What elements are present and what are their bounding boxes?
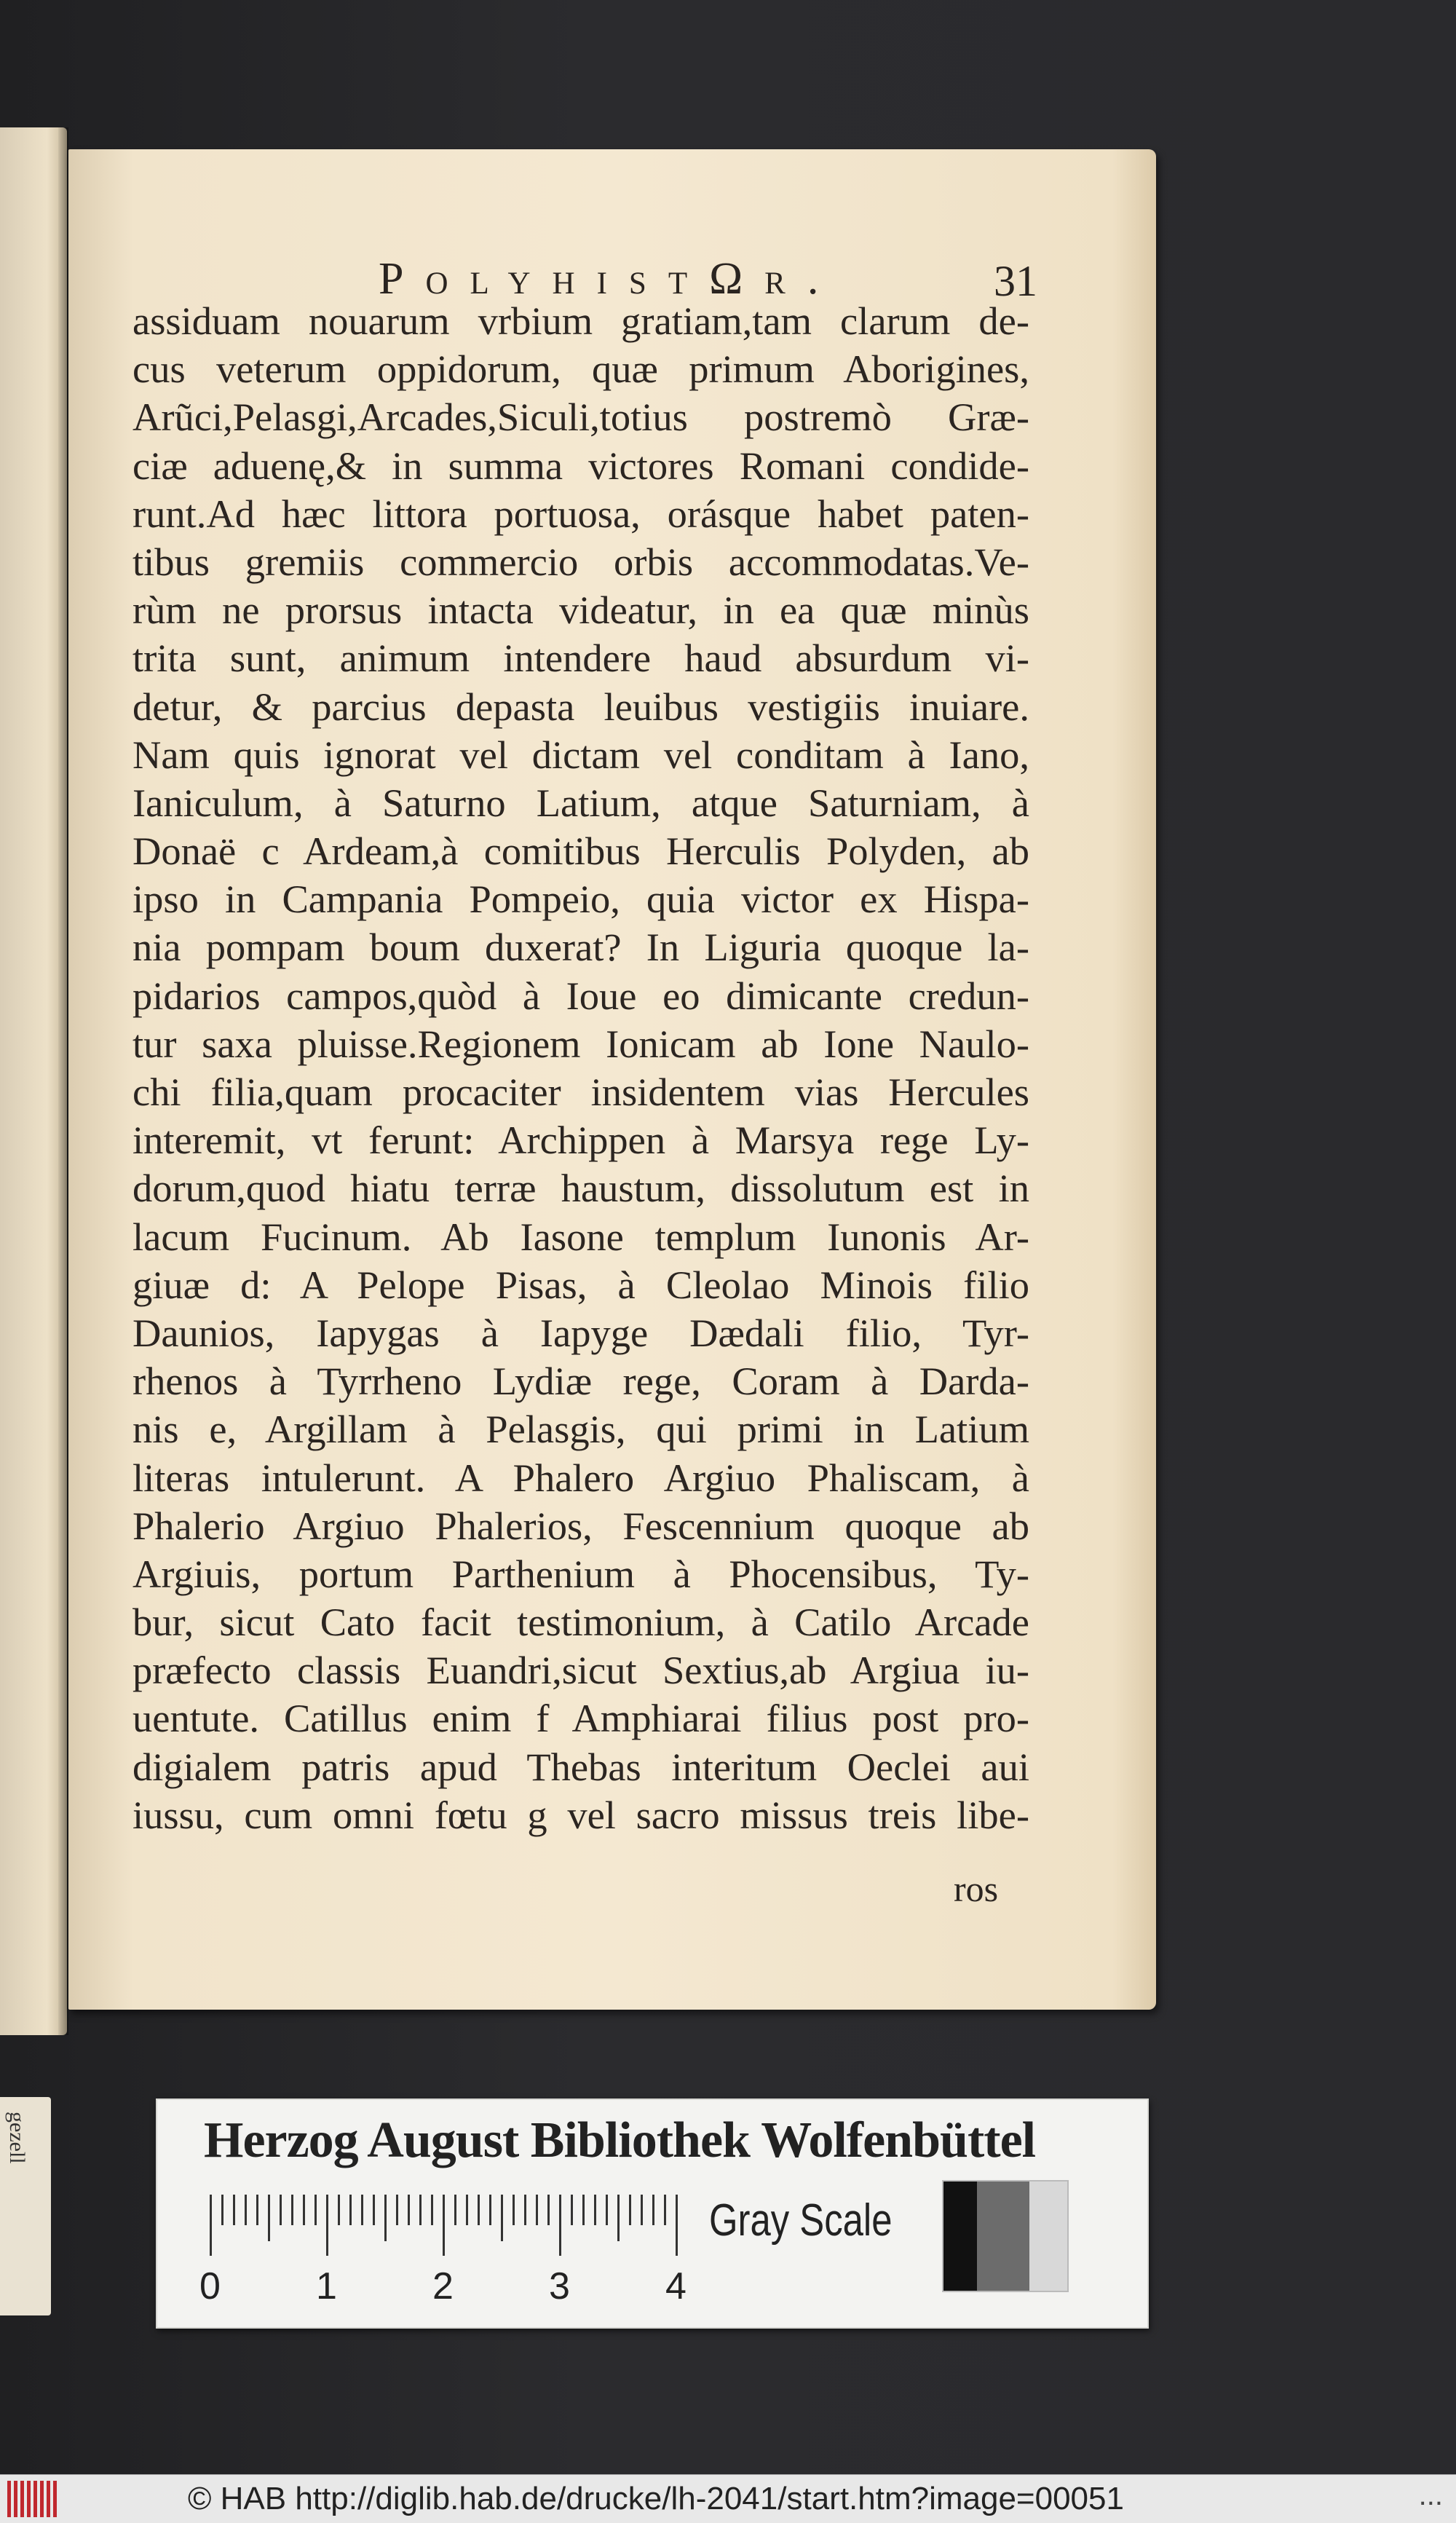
ruler-tick — [419, 2195, 422, 2225]
ruler-tick — [629, 2195, 631, 2225]
hab-logo-icon — [7, 2481, 60, 2517]
text-line: nis e, Argillam à Pelasgis, qui primi in Latium — [132, 1407, 1029, 1452]
more-options-icon[interactable]: ... — [1418, 2479, 1443, 2511]
ruler-tick — [280, 2195, 282, 2225]
text-line: ipso in Campania Pompeio, quia victor ex Hispa- — [132, 877, 1029, 922]
text-line: Phalerio Argiuo Phalerios, Fescennium quoque ab — [132, 1503, 1029, 1548]
adjacent-page-edge — [0, 127, 67, 2035]
text-line: detur, & parcius depasta leuibus vestigiis inuiare. — [132, 684, 1029, 729]
ruler-tick-label: 0 — [199, 2265, 221, 2307]
ruler-tick — [384, 2195, 387, 2241]
ruler-tick — [617, 2195, 620, 2241]
gray-swatch — [943, 2182, 977, 2291]
ruler-tick — [431, 2195, 433, 2225]
ruler-tick — [314, 2195, 317, 2225]
ruler-tick-label: 4 — [665, 2265, 687, 2307]
ruler-tick — [676, 2195, 678, 2256]
ruler-tick — [478, 2195, 480, 2225]
text-line: rhenos à Tyrrheno Lydiæ rege, Coram à Darda- — [132, 1359, 1029, 1404]
text-line: iussu, cum omni fœtu g vel sacro missus treis libe- — [132, 1792, 1029, 1837]
ruler-tick — [466, 2195, 468, 2225]
text-line: lacum Fucinum. Ab Iasone templum Iunonis Ar- — [132, 1214, 1029, 1259]
ruler-tick-label: 1 — [316, 2265, 337, 2307]
text-line: Nam quis ignorat vel dictam vel conditam à Iano, — [132, 732, 1029, 777]
ruler-tick — [256, 2195, 258, 2225]
text-line: ciæ aduenę,& in summa victores Romani condide- — [132, 443, 1029, 488]
ruler-tick — [233, 2195, 235, 2225]
page-gutter-shadow — [58, 127, 68, 2035]
ruler-tick — [326, 2195, 328, 2256]
footer-bar — [0, 2474, 1456, 2523]
ruler-tick — [338, 2195, 340, 2225]
text-line: Daunios, Iapygas à Iapyge Dædali filio, Tyr- — [132, 1310, 1029, 1355]
catchword: ros — [954, 1868, 999, 1909]
text-line: literas intulerunt. A Phalero Argiuo Phaliscam, à — [132, 1455, 1029, 1500]
ruler-tick — [594, 2195, 596, 2225]
text-line: assiduam nouarum vrbium gratiam,tam clarum de- — [132, 299, 1029, 343]
text-line: Argiuis, portum Parthenium à Phocensibus, Ty- — [132, 1551, 1029, 1596]
text-line: giuæ d: A Pelope Pisas, à Cleolao Minois filio — [132, 1262, 1029, 1307]
text-line: runt.Ad hæc littora portuosa, orásque habet paten- — [132, 491, 1029, 536]
text-line: trita sunt, animum intendere haud absurdum vi- — [132, 636, 1029, 681]
ruler-tick — [443, 2195, 445, 2256]
library-name: Herzog August Bibliothek Wolfenbüttel — [204, 2112, 1036, 2168]
ruler-tick — [571, 2195, 573, 2225]
gray-swatch — [977, 2182, 1029, 2291]
running-head: PolyhistΩr. — [379, 254, 841, 304]
text-line: Donaë c Ardeam,à comitibus Herculis Polyden, ab — [132, 829, 1029, 874]
ruler-tick — [536, 2195, 538, 2225]
ruler-tick — [547, 2195, 550, 2225]
text-line: digialem patris apud Thebas interitum Oeclei aui — [132, 1744, 1029, 1789]
ruler-tick — [408, 2195, 410, 2225]
color-scale-ruler — [156, 2098, 1149, 2329]
text-line: cus veterum oppidorum, quæ primum Aborigines, — [132, 347, 1029, 392]
ruler-tick-label: 2 — [432, 2265, 454, 2307]
gray-swatches — [942, 2180, 1069, 2292]
shelf-tag-text: gezell — [5, 2112, 29, 2164]
text-line: chi filia,quam procaciter insidentem vias Hercules — [132, 1070, 1029, 1114]
ruler-tick — [489, 2195, 491, 2225]
ruler-tick — [559, 2195, 561, 2256]
ruler-tick — [641, 2195, 643, 2225]
ruler-tick — [524, 2195, 526, 2225]
ruler-tick — [221, 2195, 223, 2225]
ruler-tick — [664, 2195, 666, 2225]
gray-swatch — [1029, 2182, 1067, 2291]
text-line: tur saxa pluisse.Regionem Ionicam ab Ione Naulo- — [132, 1021, 1029, 1066]
ruler-tick — [501, 2195, 503, 2241]
text-line: rùm ne prorsus intacta videatur, in ea quæ minùs — [132, 588, 1029, 633]
text-line: Ianiculum, à Saturno Latium, atque Saturniam, à — [132, 780, 1029, 825]
ruler-tick — [349, 2195, 352, 2225]
ruler-tick — [268, 2195, 270, 2241]
ruler-tick — [361, 2195, 363, 2225]
ruler-tick — [454, 2195, 456, 2225]
ruler-tick — [582, 2195, 585, 2225]
ruler-tick — [606, 2195, 608, 2225]
ruler-tick — [513, 2195, 515, 2225]
ruler-tick — [396, 2195, 398, 2225]
page-number: 31 — [994, 257, 1037, 305]
ruler-tick — [210, 2195, 212, 2256]
text-line: præfecto classis Euandri,sicut Sextius,ab Argiua iu- — [132, 1648, 1029, 1693]
text-line: tibus gremiis commercio orbis accommodatas.Ve- — [132, 539, 1029, 584]
text-line: bur, sicut Cato facit testimonium, à Catilo Arcade — [132, 1600, 1029, 1645]
gray-scale-label: Gray Scale — [709, 2195, 893, 2246]
ruler-tick — [245, 2195, 247, 2225]
ruler-tick — [652, 2195, 654, 2225]
text-line: pidarios campos,quòd à Ioue eo dimicante credun- — [132, 973, 1029, 1018]
ruler-tick — [303, 2195, 305, 2225]
ruler-tick — [291, 2195, 293, 2225]
body-text — [132, 297, 1029, 1839]
text-line: Arũci,Pelasgi,Arcades,Siculi,totius postremò Græ- — [132, 395, 1029, 440]
text-line: dorum,quod hiatu terræ haustum, dissolutum est in — [132, 1166, 1029, 1211]
text-line: interemit, vt ferunt: Archippen à Marsya rege Ly- — [132, 1118, 1029, 1163]
footer-url[interactable]: © HAB http://diglib.hab.de/drucke/lh-2041/start.htm?image=00051 — [188, 2481, 1124, 2516]
text-line: uentute. Catillus enim f Amphiarai filius post pro- — [132, 1696, 1029, 1741]
ruler-tick-label: 3 — [549, 2265, 570, 2307]
text-line: nia pompam boum duxerat? In Liguria quoque la- — [132, 925, 1029, 970]
ruler-tick — [373, 2195, 375, 2225]
